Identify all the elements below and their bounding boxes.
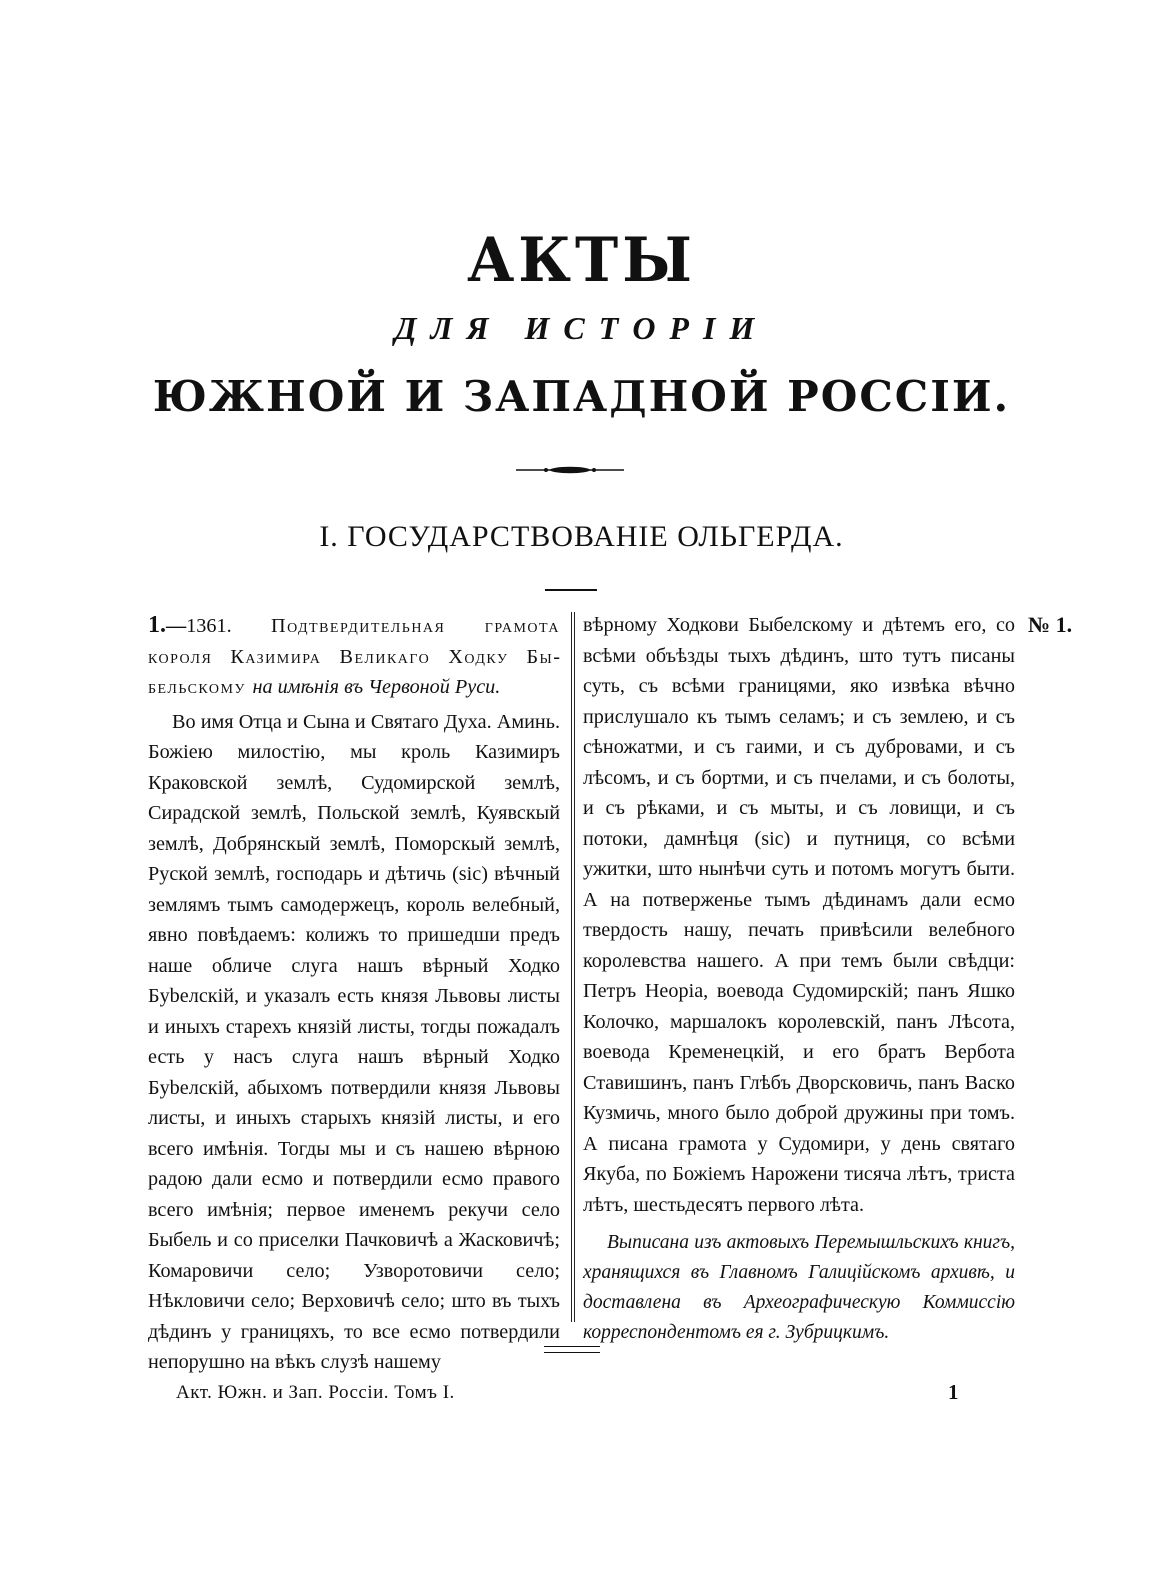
- left-column: [148, 610, 560, 1378]
- page-subtitle: ДЛЯ ИСТОРІИ: [394, 310, 769, 346]
- document-text-right: вѣрному Ходкови Быбелскому и дѣтемъ его, со всѣми объѣзды тыхъ дѣдинъ, што тутъ писаны суть, съ всѣми границями, яко извѣка вѣчно прислушало къ тымъ селамъ; и съ землею, и съ сѣножатми, и съ гаими, и съ дубровами, и съ лѣсомъ, и съ бортми, и съ пчелами, и съ болоты, и съ рѣками, и съ мыты, и съ ловищи, и съ потоки, дамнѣця (sic) и путниця, со всѣми ужитки, што нынѣчи суть и потомъ могутъ быти. А на потверженье тымъ дѣдинамъ дали есмо твердость нашу, печать привѣсили велебного королевства нашего. А при темъ были свѣдци: Петръ Неоріа, воевода Судомирскій; панъ Яшко Колочко, маршалокъ королевскій, панъ Лѣсота, воевода Кременецкій, и его братъ Вербота Ставишинъ, панъ Глѣбъ Дворсковичь, панъ Васко Кузмичь, много было доброй дружины при томъ. А писана грамота у Судомири, у день святаго Якуба, по Божіемъ Нарожени тисяча лѣтъ, триста лѣтъ, шестьдесятъ первого лѣта.: [583, 614, 1015, 1216]
- section-rule: [545, 589, 597, 591]
- page-title: АКТЫ: [467, 224, 696, 296]
- footer-title: Акт. Южн. и Зап. Россіи. Томъ I.: [176, 1382, 455, 1403]
- source-note: Выписана изъ актовыхъ Перемышльскихъ книгъ, хранящихся въ Главномъ Галиційскомъ архивѣ, и доставлена въ Археографическую Коммиссію корреспондентомъ ея г. Зубрицкимъ.: [583, 1232, 1015, 1343]
- document-dash: —: [166, 615, 187, 637]
- document-heading-italic: на имѣнія въ Червоной Руси.: [252, 676, 501, 698]
- margin-document-number: № 1.: [1028, 612, 1073, 637]
- document-year: 1361.: [186, 615, 232, 637]
- bottom-double-rule: [544, 1346, 600, 1353]
- document-text-left: Во имя Отца и Сына и Святаго Духа. Аминь. Божіею милостію, мы кроль Казимиръ Краковской землѣ, Судомирской землѣ, Сирадской землѣ, Польской землѣ, Куявскый землѣ, Добрянскый землѣ, Поморскый землѣ, Руской землѣ, господарь и дѣтичь (sic) вѣчный землямъ тымъ самодержецъ, король велебный, явно повѣдаемъ: колижъ то пришедши предъ наше обличе слуга нашъ вѣрный Ходко Бybелскій, и указалъ есть князя Львовы листы и иныхъ старехъ князій листы, тогды пожадалъ есть у насъ слуга нашъ вѣрный Ходко Бybелскій, абыхомъ потвердили князя Львовы листы, и иныхъ старыхъ князій листы, и его всего имѣнія. Тогды мы и съ нашею вѣрною радою дали есмо и потвердили есмо правого всего имѣнія; первое именемъ рекучи село Быбель и со приселки Пачковичѣ а Жасковичѣ; Комаровичи село; Узворотовичи село; Нѣкловичи село; Верховичѣ село; што въ тыхъ дѣдинъ у границяхъ, то все есмо потвердили непорушно на вѣкъ слузѣ нашему: [148, 710, 560, 1373]
- document-number: 1.: [148, 612, 166, 638]
- document-heading-caps: Подтвердительная грамота короля Казимира Великаго Ходку Быбельскому: [148, 615, 560, 698]
- document-heading: [148, 610, 560, 703]
- column-divider: [571, 612, 575, 1322]
- right-column: [583, 610, 1015, 1348]
- page-title-region: ЮЖНОЙ И ЗАПАДНОЙ РОССІИ.: [152, 372, 1011, 421]
- ornament-divider: [516, 464, 624, 476]
- page-number: 1: [948, 1380, 959, 1404]
- section-heading: I. ГОСУДАРСТВОВАНІЕ ОЛЬГЕРДА.: [319, 520, 844, 553]
